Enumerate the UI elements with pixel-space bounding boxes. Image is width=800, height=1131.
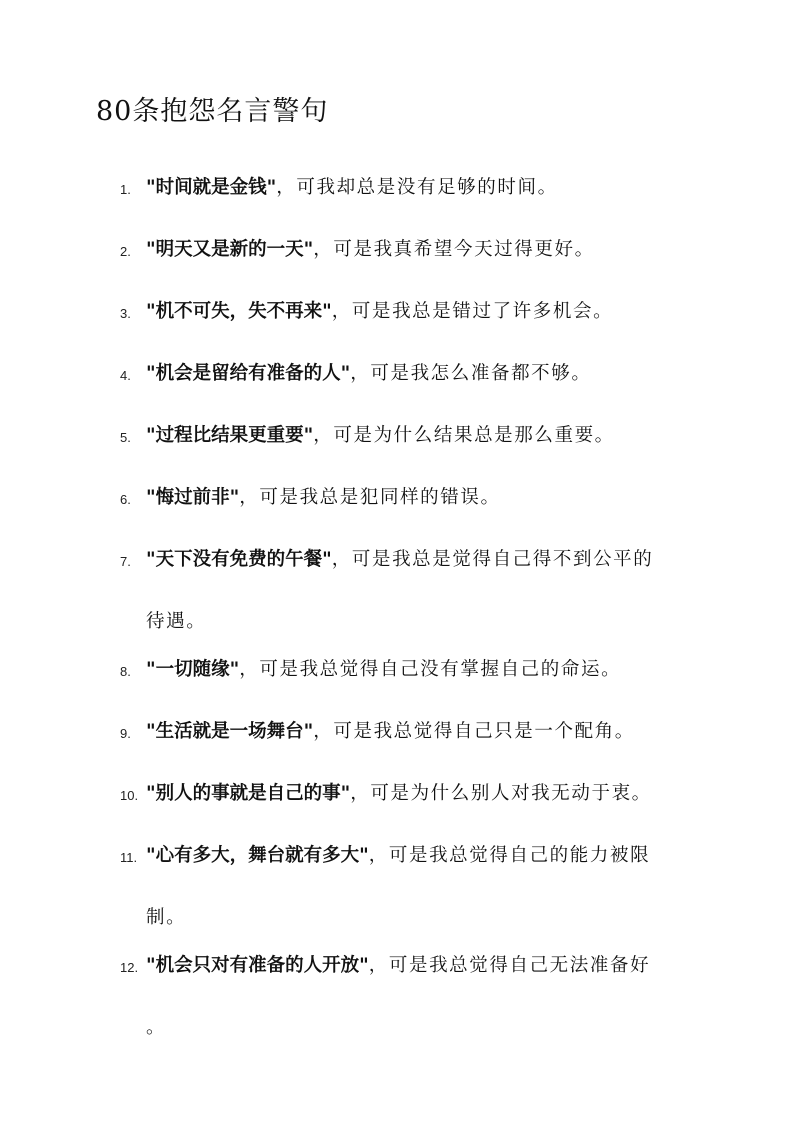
item-complaint-continued: 待遇。: [146, 611, 207, 632]
item-complaint: ，可是为什么别人对我无动于衷。: [350, 783, 652, 804]
item-quote: "机不可失，失不再来": [146, 301, 332, 322]
item-number: 5.: [120, 430, 131, 445]
item-complaint: ，可是我总觉得自己没有掌握自己的命运。: [239, 659, 622, 680]
item-quote: "心有多大，舞台就有多大": [146, 845, 369, 866]
item-quote: "时间就是金钱": [146, 177, 277, 198]
item-number: 9.: [120, 726, 131, 741]
item-complaint: ，可是我总觉得自己的能力被限: [368, 845, 651, 866]
item-complaint: ，可是我总是错过了许多机会。: [331, 301, 614, 322]
item-complaint: ，可是我总觉得自己只是一个配角。: [313, 721, 635, 742]
item-quote: "机会是留给有准备的人": [146, 363, 351, 384]
item-quote: "别人的事就是自己的事": [146, 783, 351, 804]
item-complaint-continued: 。: [146, 1017, 167, 1038]
item-complaint: ，可是我总是犯同样的错误。: [239, 487, 501, 508]
item-complaint-continued: 制。: [146, 907, 187, 928]
item-number: 8.: [120, 664, 131, 679]
item-complaint: ，可是我怎么准备都不够。: [350, 363, 592, 384]
item-number: 3.: [120, 306, 131, 321]
item-text: [146, 954, 650, 978]
item-number: 12.: [120, 960, 139, 975]
item-text: [146, 486, 501, 510]
item-text: [146, 548, 653, 572]
item-text: [146, 782, 652, 806]
item-text: [146, 238, 595, 262]
item-quote: "过程比结果更重要": [146, 425, 314, 446]
item-quote: "一切随缘": [146, 659, 240, 680]
item-quote: "悔过前非": [146, 487, 240, 508]
item-complaint: ，可是我总是觉得自己得不到公平的: [331, 549, 654, 570]
item-number: 10.: [120, 788, 139, 803]
item-text: [146, 176, 558, 200]
item-number: 11.: [120, 850, 138, 865]
item-text-continued: [146, 610, 206, 634]
item-quote: "生活就是一场舞台": [146, 721, 314, 742]
item-complaint: ，可是我总觉得自己无法准备好: [368, 955, 651, 976]
item-number: 7.: [120, 554, 131, 569]
item-text-continued: [146, 1016, 166, 1040]
item-text: [146, 844, 650, 868]
item-quote: "明天又是新的一天": [146, 239, 314, 260]
item-text: [146, 424, 615, 448]
item-text: [146, 300, 613, 324]
item-complaint: ，可我却总是没有足够的时间。: [276, 177, 558, 198]
item-text: [146, 720, 635, 744]
item-quote: "天下没有免费的午餐": [146, 549, 332, 570]
document-title: 80条抱怨名言警句: [96, 96, 329, 127]
item-text-continued: [146, 906, 186, 930]
item-number: 4.: [120, 368, 131, 383]
item-complaint: ，可是为什么结果总是那么重要。: [313, 425, 615, 446]
item-complaint: ，可是我真希望今天过得更好。: [313, 239, 595, 260]
item-number: 2.: [120, 244, 131, 259]
item-number: 1.: [120, 182, 131, 197]
item-number: 6.: [120, 492, 131, 507]
item-quote: "机会只对有准备的人开放": [146, 955, 369, 976]
item-text: [146, 362, 591, 386]
item-text: [146, 658, 621, 682]
